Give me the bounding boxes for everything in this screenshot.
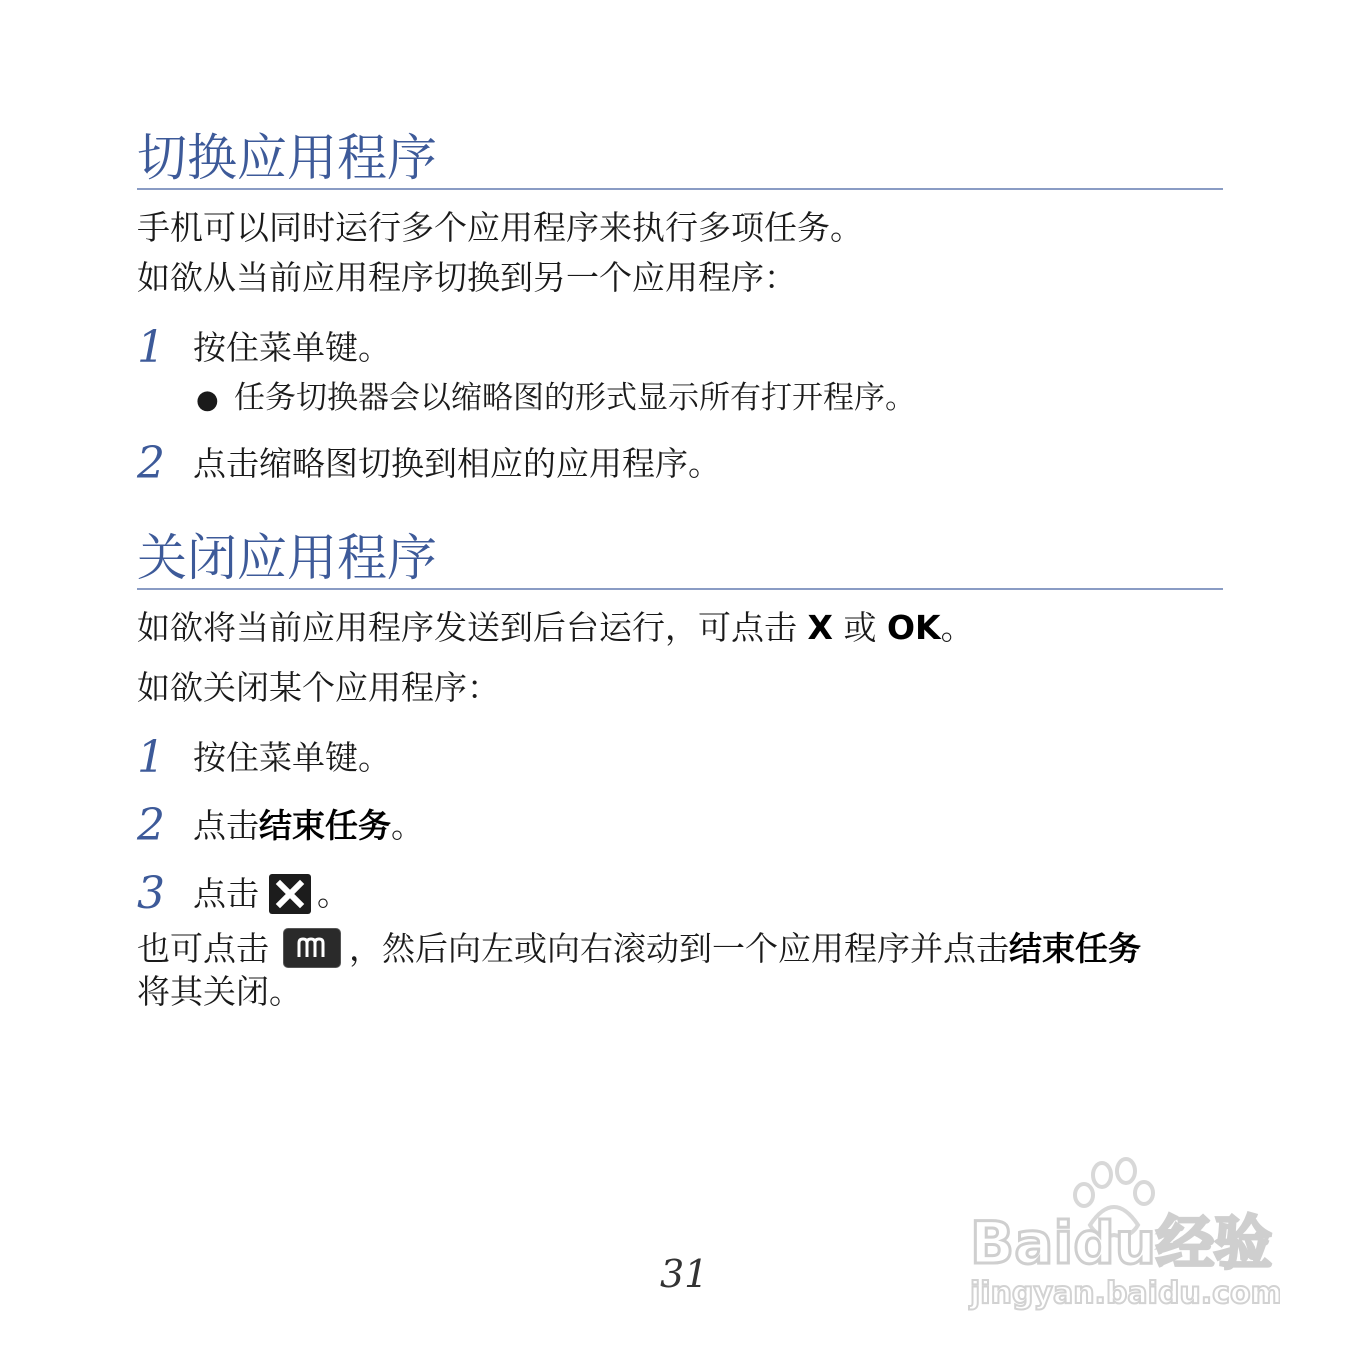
section2-step-1 xyxy=(137,732,391,783)
bullet-text: 任务切换器会以缩略图的形式显示所有打开程序。 xyxy=(234,380,916,416)
end-task-label: 结束任务 xyxy=(1009,929,1141,968)
end-task-label: 结束任务 xyxy=(259,806,391,845)
period: 。 xyxy=(317,874,350,913)
section2-note-line-1 xyxy=(137,928,1141,969)
step-number: 1 xyxy=(137,732,165,783)
period: 。 xyxy=(940,608,974,647)
section1-intro-2: 如欲从当前应用程序切换到另一个应用程序： xyxy=(137,258,797,297)
watermark-brand: Baidu经验 xyxy=(970,1209,1273,1277)
section2-intro-1 xyxy=(137,608,974,648)
step-number: 2 xyxy=(137,800,165,851)
section2-intro-2: 如欲关闭某个应用程序： xyxy=(137,668,500,707)
step-number: 2 xyxy=(137,438,165,489)
note-text: ，然后向左或向右滚动到一个应用程序并点击 xyxy=(349,929,1009,968)
note-text: 也可点击 xyxy=(137,929,269,968)
bullet-dot-icon: ● xyxy=(196,385,219,415)
period: 。 xyxy=(391,806,424,845)
section-heading-close-apps: 关闭应用程序 xyxy=(137,528,1223,590)
step-text: 点击 xyxy=(193,806,259,845)
section2-step-3 xyxy=(137,868,350,919)
section2-note-line-2: 将其关闭。 xyxy=(137,972,302,1011)
close-x-icon xyxy=(269,874,311,914)
step-number: 1 xyxy=(137,322,165,373)
step-text: 点击缩略图切换到相应的应用程序。 xyxy=(193,444,721,483)
intro-text: 如欲将当前应用程序发送到后台运行，可点击 xyxy=(137,608,797,647)
page-number: 31 xyxy=(660,1252,709,1296)
baidu-watermark xyxy=(960,1155,1280,1319)
x-key-label: X xyxy=(807,608,833,647)
or-text: 或 xyxy=(843,608,877,647)
section-heading-switch-apps: 切换应用程序 xyxy=(137,128,1223,190)
section1-intro-1: 手机可以同时运行多个应用程序来执行多项任务。 xyxy=(137,208,863,247)
step-number: 3 xyxy=(137,868,165,919)
section1-step-2 xyxy=(137,438,721,489)
section1-step-1-bullet xyxy=(196,378,916,420)
section1-step-1 xyxy=(137,322,391,373)
ok-key-label: OK xyxy=(886,608,941,647)
task-manager-icon xyxy=(283,928,341,968)
step-text: 按住菜单键。 xyxy=(193,738,391,777)
watermark-url: jingyan.baidu.com xyxy=(970,1276,1280,1311)
section2-step-2 xyxy=(137,800,424,851)
step-text: 点击 xyxy=(193,874,259,913)
step-text: 按住菜单键。 xyxy=(193,328,391,367)
